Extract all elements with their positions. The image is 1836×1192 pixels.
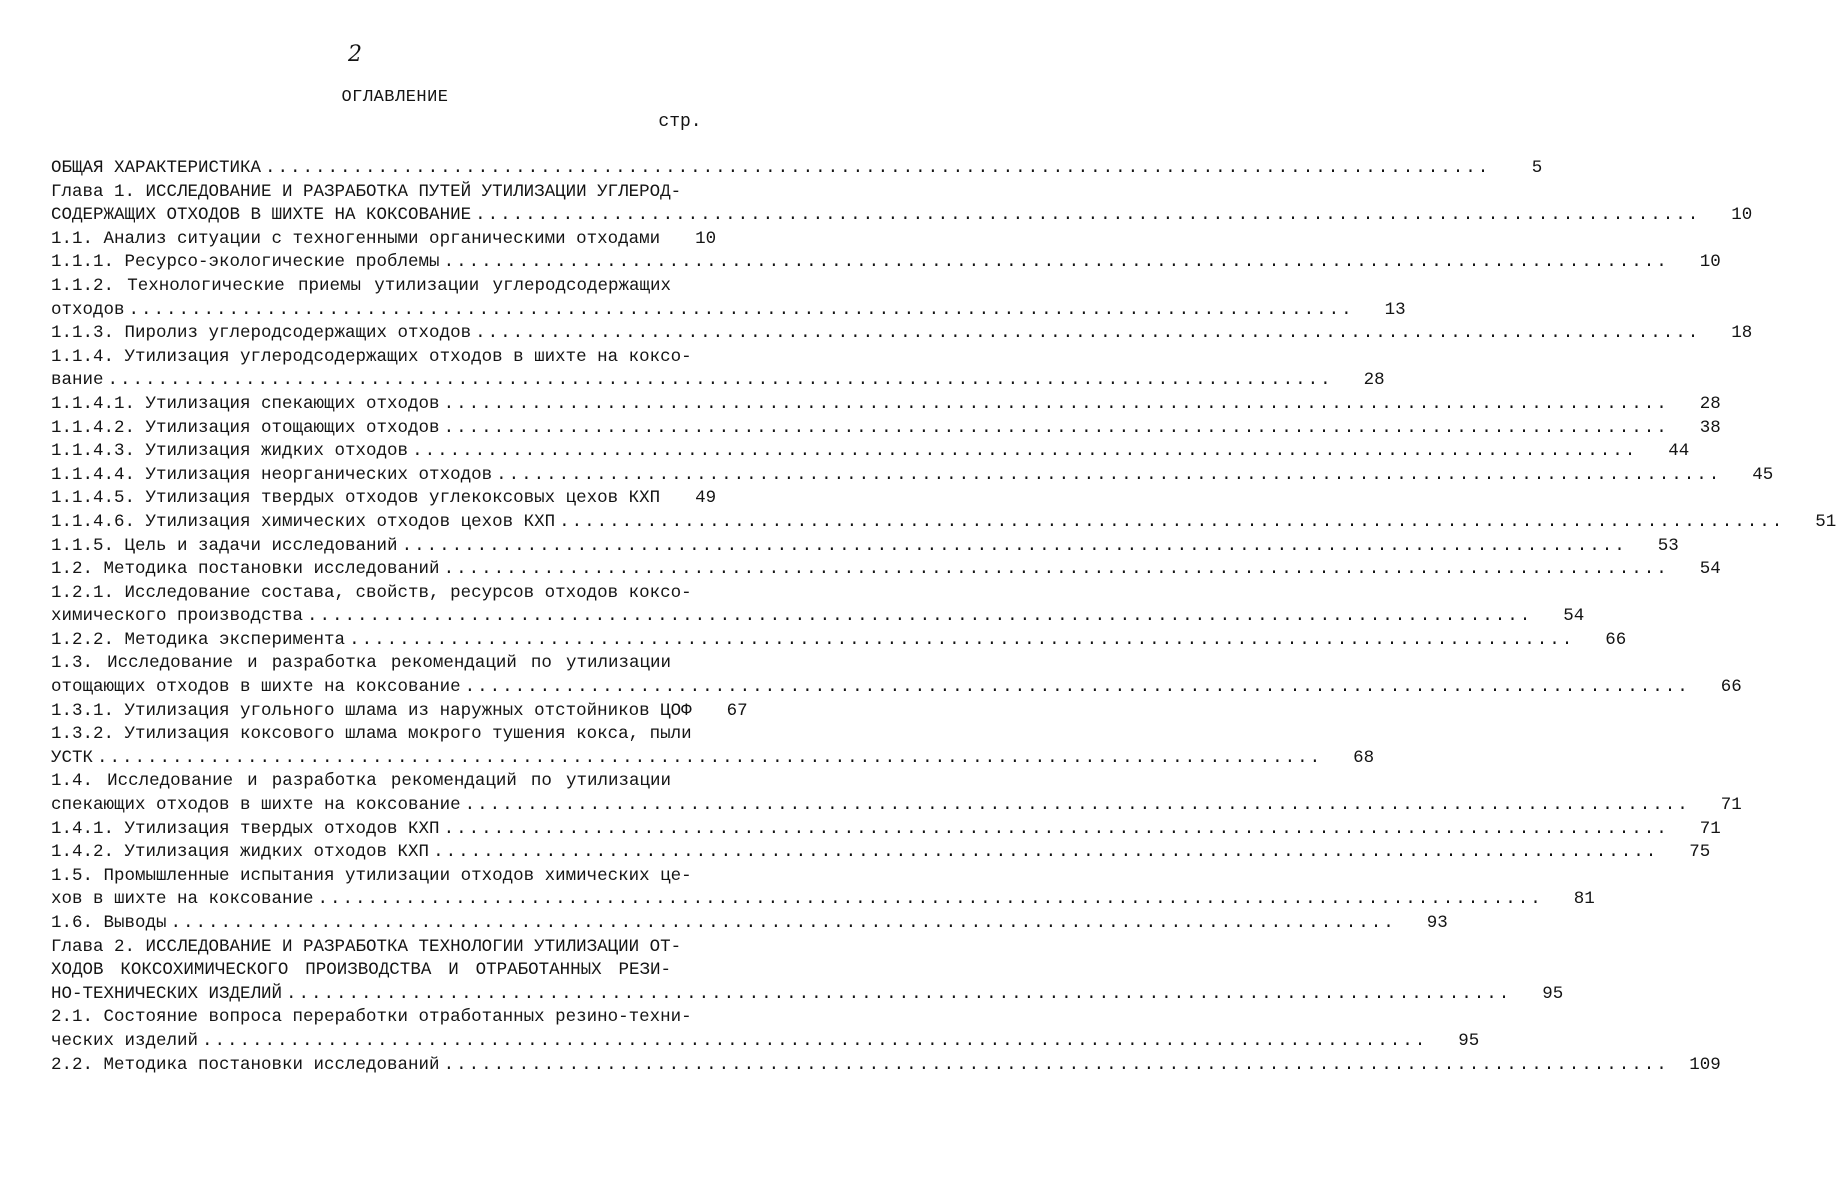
toc-leader-dots: .................................................................................................. [464,677,1690,698]
toc-entry [51,251,1721,275]
toc-entry-text: хов в шихте на коксование [51,889,314,910]
toc-entry-text: 1.5. Промышленные испытания утилизации отходов химических це- [51,865,692,886]
toc-entry-line [51,841,1711,865]
toc-entry-page: 66 [1720,677,1742,698]
toc-entry-page: 93 [1426,913,1448,933]
toc-entry-page: 28 [1699,393,1721,414]
toc-entry-line [51,157,1543,181]
toc-leader-dots: .................................................................................................. [443,252,1669,273]
toc-entry-line [51,464,1774,488]
toc-entry [51,936,1564,1007]
toc-entry-text: 1.3.1. Утилизация угольного шлама из наружных отстойников ЦОФ [51,700,692,721]
toc-entry-text: химического производства [51,606,304,627]
toc-entry-line [51,346,716,370]
toc-entry-line [51,204,1753,228]
toc-entry-line [51,983,1564,1007]
toc-entry-line [51,511,1836,535]
toc-entry-line [51,912,1448,936]
toc-entry [51,322,1753,346]
toc-leader-dots: .................................................................................................. [443,417,1669,438]
toc-entry [51,770,1742,817]
toc-leader-dots: .................................................................................................. [496,464,1722,485]
toc-leader-dots: .................................................................................................. [107,370,1333,391]
toc-entry-line [51,369,1385,393]
toc-entry-page: 10 [695,228,717,249]
toc-entry-line [51,652,716,676]
toc-leader-dots: .................................................................................................. [317,889,1543,910]
toc-entry-line [51,676,1742,700]
toc-entry-text: отходов [51,299,125,320]
toc-entry-text: 1.1.1. Ресурсо-экологические проблемы [51,252,440,273]
toc-entry-line [51,251,1721,275]
toc-entry-page: 5 [1531,158,1543,178]
toc-leader-dots: .................................................................................................. [412,441,1638,462]
toc-entry-page: 71 [1720,795,1742,816]
toc-entry-page: 49 [695,488,717,509]
toc-leader-dots: .................................................................................................. [443,818,1669,839]
toc-leader-dots: .................................................................................................. [443,1054,1669,1075]
toc-leader-dots: .................................................................................................. [202,1030,1428,1051]
toc-entry [51,629,1627,653]
toc-entry-line [51,417,1721,441]
toc-entry-text: 1.1. Анализ ситуации с техногенными органическими отходами [51,228,661,249]
toc-entry [51,393,1721,417]
toc-entry [51,865,1595,912]
toc-entry-line [51,275,716,299]
toc-entry-text: 1.1.4.1. Утилизация спекающих отходов [51,393,440,414]
toc-entry-line [51,228,716,252]
toc-entry [51,1054,1721,1078]
toc-entry-page: 95 [1458,1030,1480,1051]
toc-entry-text: 1.1.5. Цель и задачи исследований [51,535,398,556]
table-of-contents [51,157,1836,1077]
toc-leader-dots: .................................................................................................. [464,795,1690,816]
toc-entry-text: 1.2. Методика постановки исследований [51,559,440,580]
toc-entry-page: 10 [1731,205,1753,226]
toc-entry-line [51,299,1406,323]
toc-entry-page: 28 [1363,370,1385,391]
toc-entry-page: 18 [1731,323,1753,344]
toc-entry-page: 54 [1699,559,1721,580]
toc-entry [51,464,1774,488]
toc-entry-line [51,487,716,511]
toc-entry-line [51,747,1375,771]
toc-entry-line [51,770,716,794]
toc-entry [51,723,1375,770]
toc-entry [51,652,1742,699]
toc-leader-dots: .................................................................................................. [401,535,1627,556]
toc-entry-line [51,888,1595,912]
toc-entry-page: 75 [1689,842,1711,863]
toc-entry [51,700,748,724]
toc-entry-line [51,558,1721,582]
toc-leader-dots: .................................................................................................. [443,393,1669,414]
toc-entry-line [51,1030,1480,1054]
toc-entry-line [51,723,716,747]
toc-entry-page: 95 [1542,983,1564,1004]
toc-entry-page: 71 [1699,818,1721,839]
toc-entry-page: 66 [1605,629,1627,650]
toc-entry-text: 1.1.4.6. Утилизация химических отходов цехов КХП [51,511,556,532]
toc-entry-text: УСТК [51,747,94,768]
toc-entry-text: 1.1.4.2. Утилизация отощающих отходов [51,417,440,438]
toc-entry-text: 1.3. Исследование и разработка рекомендаций по утилизации [51,653,671,674]
page-number: 2 [348,42,362,67]
toc-entry-line [51,181,716,205]
toc-entry-text: 1.1.3. Пиролиз углеродсодержащих отходов [51,323,472,344]
toc-entry-text: Глава 2. ИССЛЕДОВАНИЕ И РАЗРАБОТКА ТЕХНОЛОГИИ УТИЛИЗАЦИИ ОТ- [51,936,682,957]
toc-leader-dots: .................................................................................................. [265,158,1491,178]
toc-entry-line [51,535,1679,559]
toc-leader-dots: .................................................................................................. [559,511,1785,532]
toc-entry-text: НО-ТЕХНИЧЕСКИХ ИЗДЕЛИЙ [51,983,283,1004]
toc-entry-page: 44 [1668,441,1690,462]
toc-entry [51,511,1836,535]
toc-entry-text: 1.1.4.5. Утилизация твердых отходов углекоксовых цехов КХП [51,488,661,509]
toc-entry-text: СОДЕРЖАЩИХ ОТХОДОВ В ШИХТЕ НА КОКСОВАНИЕ [51,205,472,226]
toc-entry-text: вание [51,370,104,391]
toc-entry-line [51,322,1753,346]
toc-entry-text: 1.4. Исследование и разработка рекомендаций по утилизации [51,771,671,792]
toc-entry-line [51,936,716,960]
toc-entry-line [51,1006,716,1030]
toc-entry-page: 68 [1353,747,1375,768]
toc-entry-text: 1.2.2. Методика эксперимента [51,629,346,650]
toc-entry [51,228,716,252]
toc-leader-dots: .................................................................................................. [286,983,1512,1004]
toc-entry-text: 1.4.1. Утилизация твердых отходов КХП [51,818,440,839]
toc-entry-line [51,865,716,889]
toc-entry-page: 51 [1815,511,1836,532]
toc-entry-page: 38 [1699,417,1721,438]
toc-leader-dots: .................................................................................................. [349,629,1575,650]
toc-entry-page: 109 [1689,1054,1721,1075]
toc-entry-text: спекающих отходов в шихте на коксование [51,795,461,816]
toc-entry [51,417,1721,441]
toc-entry [51,346,1385,393]
toc-entry-line [51,629,1627,653]
toc-entry-page: 10 [1699,252,1721,273]
toc-entry-page: 54 [1563,606,1585,627]
toc-entry-text: 1.6. Выводы [51,913,167,933]
page-column-label: стр. [658,112,702,132]
toc-entry [51,275,1406,322]
toc-entry [51,818,1721,842]
toc-entry [51,558,1721,582]
toc-entry-text: 2.1. Состояние вопроса переработки отработанных резино-техни- [51,1007,692,1028]
toc-entry-page: 13 [1384,299,1406,320]
toc-leader-dots: .................................................................................................. [307,606,1533,627]
toc-entry-line [51,582,716,606]
toc-entry [51,582,1585,629]
toc-entry-line [51,1054,1721,1078]
toc-entry [51,181,1753,228]
toc-leader-dots: .................................................................................................. [433,842,1659,863]
toc-entry [51,535,1679,559]
toc-entry-page: 53 [1657,535,1679,556]
toc-entry-line [51,794,1742,818]
toc-entry-text: отощающих отходов в шихте на коксование [51,677,461,698]
toc-entry-text: ХОДОВ КОКСОХИМИЧЕСКОГО ПРОИЗВОДСТВА И ОТРАБОТАННЫХ РЕЗИ- [51,960,671,981]
toc-entry-text: 1.1.4.3. Утилизация жидких отходов [51,441,409,462]
toc-entry-page: 45 [1752,464,1774,485]
toc-entry-text: 1.2.1. Исследование состава, свойств, ресурсов отходов коксо- [51,582,692,603]
toc-title: ОГЛАВЛЕНИЕ [341,88,449,107]
toc-leader-dots: .................................................................................................. [475,205,1701,226]
toc-entry [51,912,1448,936]
toc-entry-page: 67 [726,700,748,721]
toc-leader-dots: .................................................................................................. [170,913,1396,933]
toc-leader-dots: .................................................................................................. [97,747,1323,768]
toc-entry-text: 1.1.4. Утилизация углеродсодержащих отходов в шихте на коксо- [51,346,692,367]
toc-entry [51,157,1543,181]
toc-entry-line [51,959,716,983]
toc-entry [51,440,1690,464]
toc-entry-text: Глава 1. ИССЛЕДОВАНИЕ И РАЗРАБОТКА ПУТЕЙ УТИЛИЗАЦИИ УГЛЕРОД- [51,181,682,202]
toc-entry [51,841,1711,865]
toc-entry-text: 1.3.2. Утилизация коксового шлама мокрого тушения кокса, пыли [51,724,692,745]
toc-entry-text: 1.4.2. Утилизация жидких отходов КХП [51,842,430,863]
toc-entry-text: 1.1.2. Технологические приемы утилизации углеродсодержащих [51,275,671,296]
toc-leader-dots: .................................................................................................. [475,323,1701,344]
toc-entry [51,1006,1480,1053]
toc-entry-text: ОБЩАЯ ХАРАКТЕРИСТИКА [51,158,262,178]
toc-entry [51,487,716,511]
toc-entry-line [51,605,1585,629]
toc-leader-dots: .................................................................................................. [443,559,1669,580]
toc-entry-text: 2.2. Методика постановки исследований [51,1054,440,1075]
toc-entry-text: 1.1.4.4. Утилизация неорганических отходов [51,464,493,485]
toc-entry-line [51,440,1690,464]
toc-entry-line [51,818,1721,842]
toc-entry-line [51,393,1721,417]
toc-leader-dots: .................................................................................................. [128,299,1354,320]
toc-entry-page: 81 [1573,889,1595,910]
toc-entry-line [51,700,748,724]
toc-entry-text: ческих изделий [51,1030,199,1051]
